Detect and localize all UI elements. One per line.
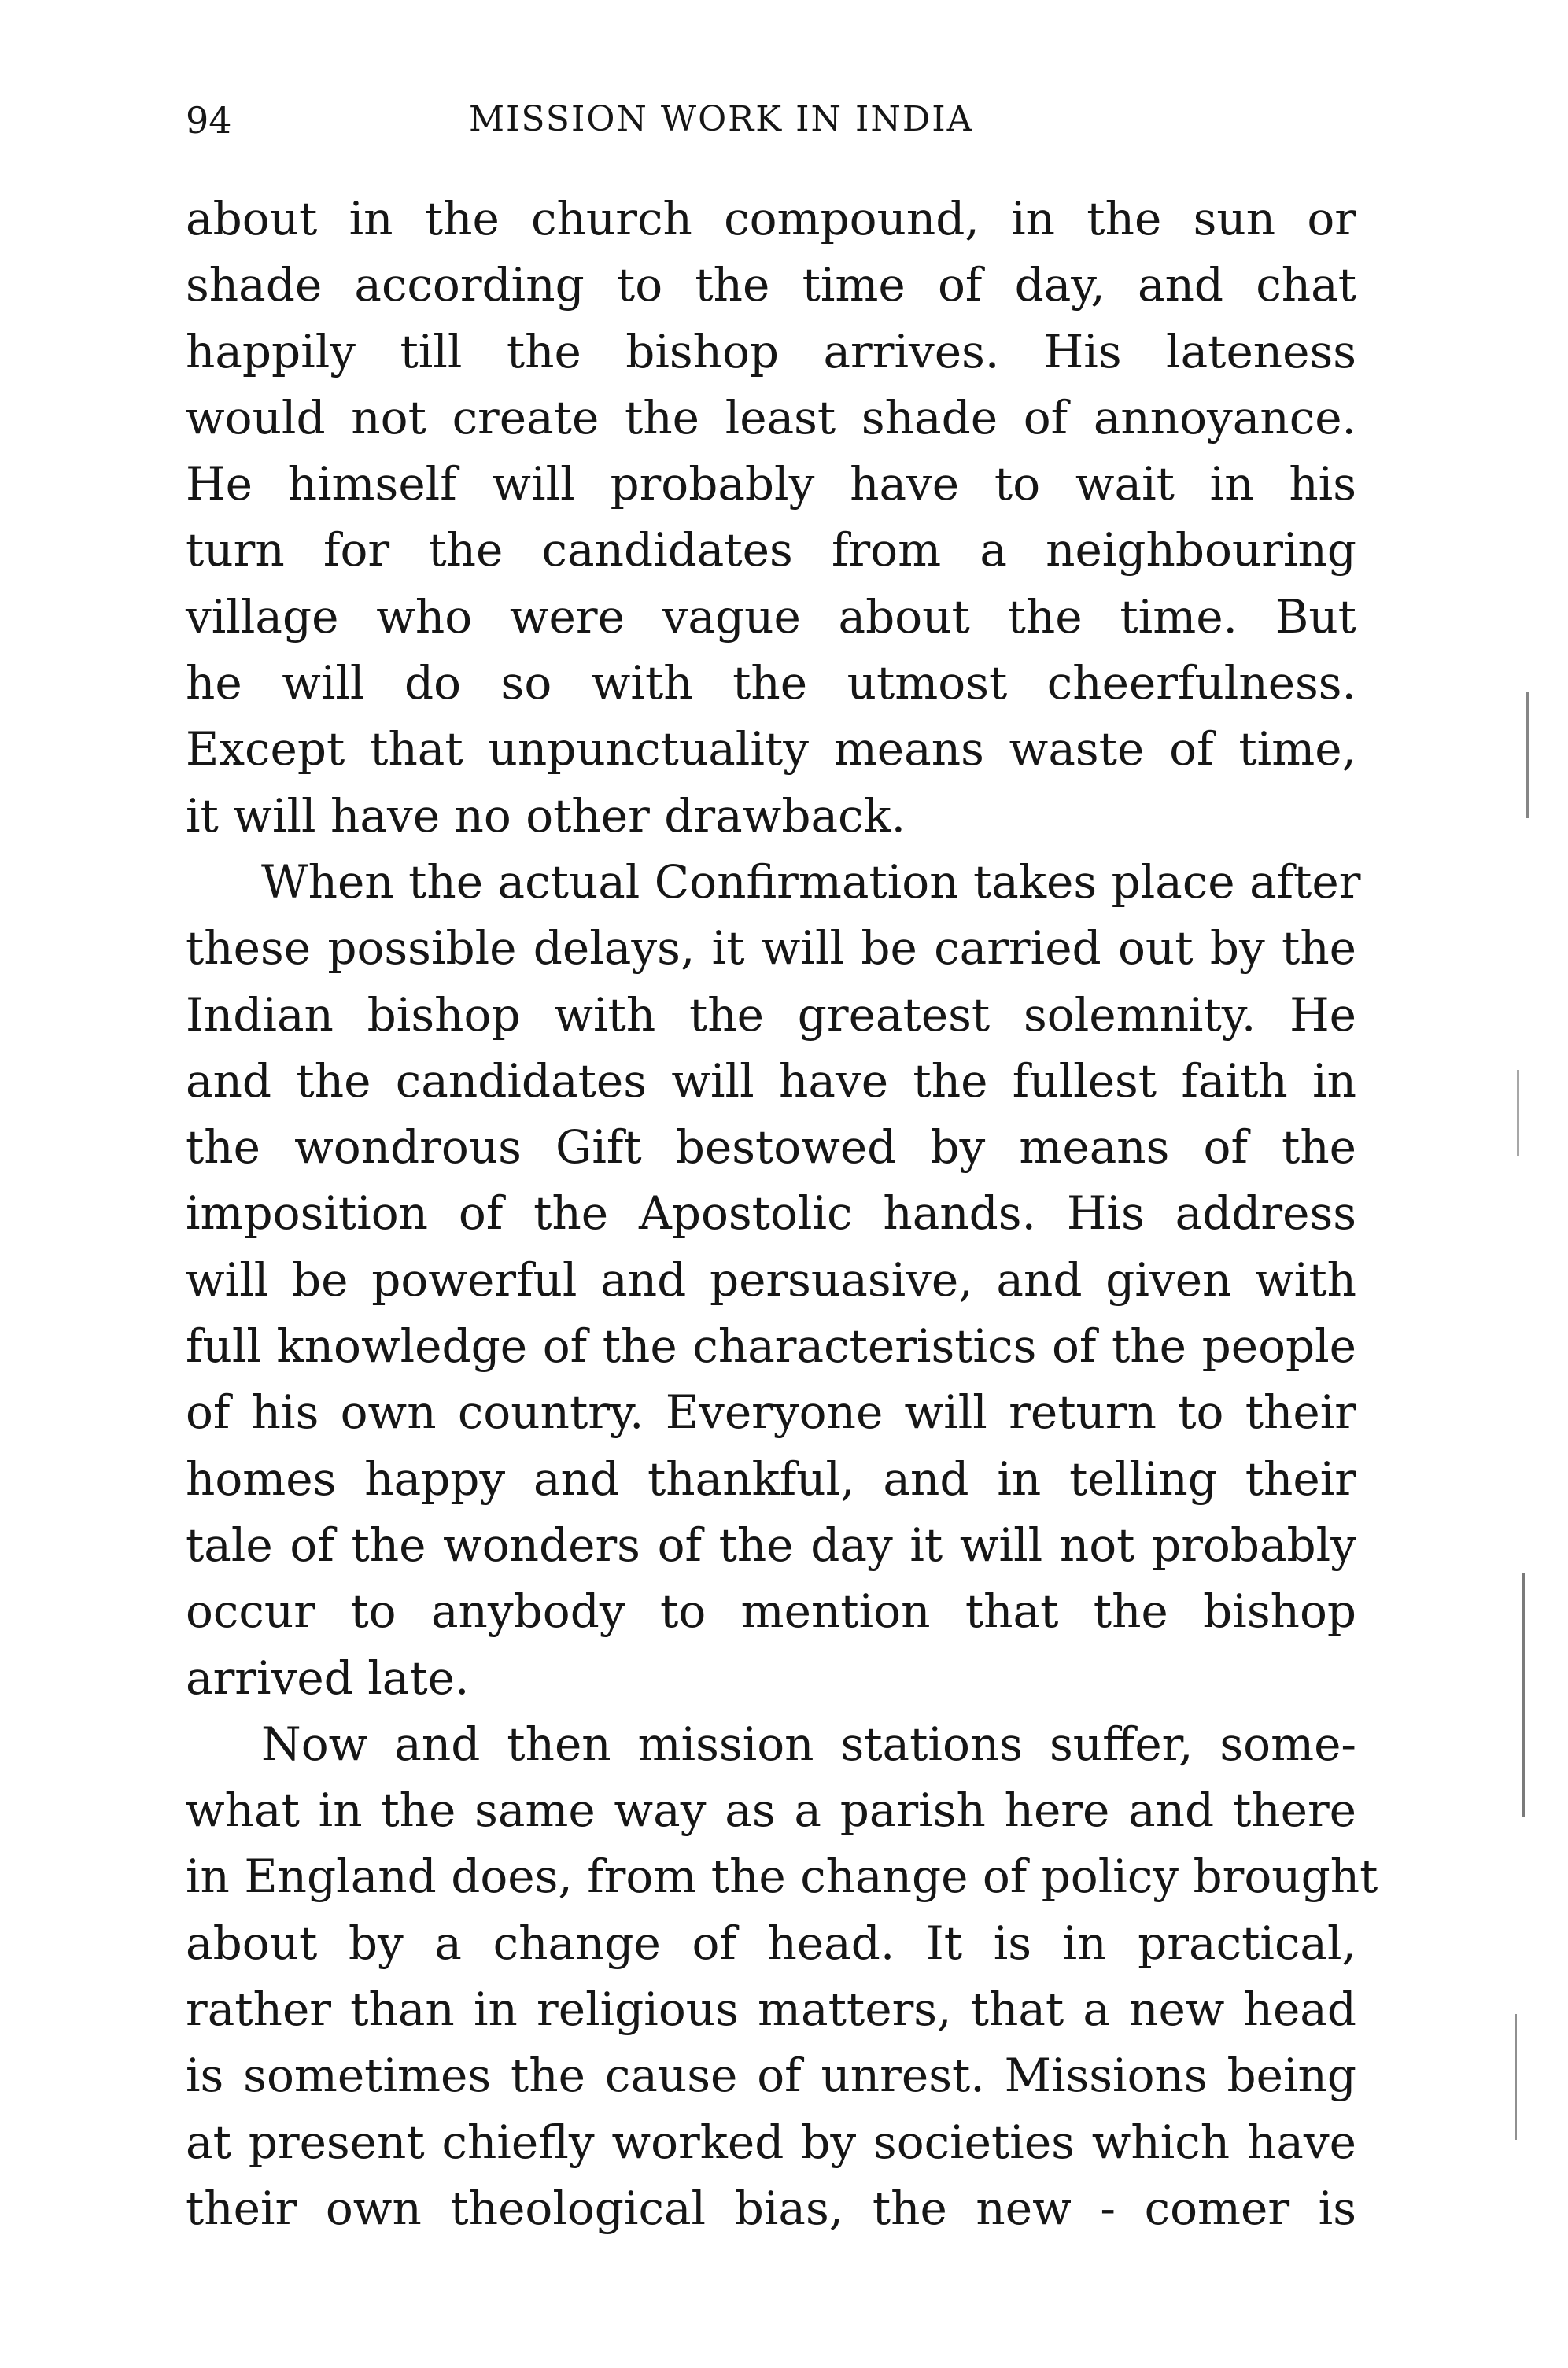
text-line: arrived late. (186, 1651, 470, 1705)
scan-mark (1515, 2014, 1517, 2140)
text-line: what in the same way as a parish here and there (186, 1783, 1356, 1838)
text-line: When the actual Confirmation takes place after (261, 854, 1361, 909)
text-line: tale of the wonders of the day it will not probably (186, 1518, 1356, 1572)
text-line: village who were vague about the time. But (186, 589, 1356, 644)
text-line: will be powerful and persuasive, and given with (186, 1252, 1356, 1307)
scan-mark (1526, 692, 1529, 818)
text-line: about in the church compound, in the sun or (186, 192, 1356, 245)
text-line: imposition of the Apostolic hands. His address (186, 1186, 1356, 1241)
scan-mark (1517, 1070, 1519, 1156)
text-line: occur to anybody to mention that the bishop (186, 1584, 1356, 1639)
text-line: full knowledge of the characteristics of the people (186, 1319, 1356, 1374)
text-line: He himself will probably have to wait in his (186, 457, 1356, 511)
body-text (186, 186, 1378, 2241)
text-line: at present chiefly worked by societies which have (186, 2115, 1356, 2169)
text-line: the wondrous Gift bestowed by means of the (186, 1120, 1356, 1175)
text-line: rather than in religious matters, that a new head (186, 1983, 1356, 2037)
text-line: in England does, from the change of policy brought (186, 1850, 1378, 1904)
text-line: Now and then mission stations suffer, some- (261, 1717, 1356, 1771)
text-line: their own theological bias, the new - comer is (186, 2181, 1356, 2235)
scan-mark (1522, 1573, 1525, 1817)
text-line: turn for the candidates from a neighbouring (186, 523, 1356, 577)
text-line: would not create the least shade of annoyance. (186, 390, 1356, 444)
text-line: homes happy and thankful, and in telling their (186, 1451, 1356, 1506)
text-line: these possible delays, it will be carried out by the (186, 921, 1356, 976)
text-line: Except that unpunctuality means waste of time, (186, 722, 1356, 776)
text-line: he will do so with the utmost cheerfulness. (186, 656, 1356, 710)
page-header (186, 93, 1358, 156)
page-number: 94 (186, 99, 232, 142)
text-line: it will have no other drawback. (186, 788, 906, 843)
text-line: happily till the bishop arrives. His lateness (186, 324, 1356, 378)
text-line: about by a change of head. It is in practical, (186, 1916, 1356, 1970)
text-line: Indian bishop with the greatest solemnity. He (186, 987, 1356, 1042)
text-line: and the candidates will have the fullest faith in (186, 1053, 1356, 1108)
text-line: shade according to the time of day, and chat (186, 258, 1356, 312)
running-title: MISSION WORK IN INDIA (469, 99, 974, 139)
text-line: is sometimes the cause of unrest. Missions being (186, 2049, 1356, 2103)
text-line: of his own country. Everyone will return to their (186, 1385, 1356, 1440)
